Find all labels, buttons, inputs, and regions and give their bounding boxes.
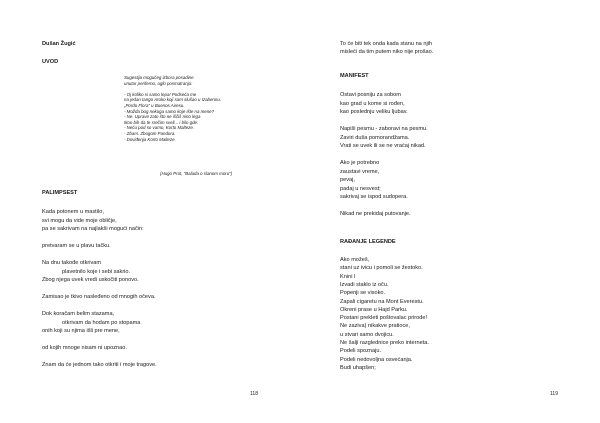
text-line: To će biti tek onda kada stanu na njih	[340, 41, 433, 47]
text-line: „Pordo Flora" u Buenos Airesu.	[124, 103, 185, 108]
text-line: onih koji su njima išli pre mene,	[42, 328, 120, 334]
text-line: Zamisao je tkivo nasleđeno od mnogih očeva.	[42, 294, 156, 300]
text-line: pevaj,	[340, 177, 355, 183]
text-line: Dok koračam belim stazama,	[42, 311, 115, 317]
text-line: u stvari samo dvojicu.	[340, 331, 394, 338]
text-line: Ostavi posniju za sobom	[340, 92, 401, 98]
text-line: - Neću pod so vamo, Korto Malteze.	[124, 125, 195, 131]
text-line: Na dnu takođe otkrivam	[42, 260, 102, 266]
text-line: Zapali cigaretu na Mont Everestu.	[340, 298, 424, 305]
poem-title-manifest: MANIFEST	[340, 73, 369, 79]
text-line: Podeli spoznaju.	[340, 348, 382, 355]
text-line: - Možda bog nekoga samo koje ište na mene?	[124, 108, 215, 114]
text-line: stani uz ivicu i pomoli se žestoko.	[340, 265, 423, 272]
text-line: plavetnilo koje i sebi sakrio.	[62, 268, 131, 275]
text-line: Ako je potrebno	[340, 160, 380, 166]
text-line: Okreni prase u Hajd Parku.	[340, 306, 408, 313]
text-line: padaj u nesvest;	[340, 185, 381, 192]
text-line: - Zbam. Zbogom Pandora.	[124, 131, 176, 136]
text-line: svi mogu da vide moje obličje,	[42, 217, 117, 224]
page-number-right: 119	[550, 391, 558, 397]
text-line: Zaviri duša pomorandžama.	[340, 134, 410, 141]
text-line: Knini I	[340, 273, 356, 280]
poem-title-palimpsest: PALIMPSEST	[42, 190, 78, 196]
text-line: Zbog njega uvek vredi uskočiti ponovo.	[42, 277, 139, 283]
text-line: unutar periferno, uglo posmatranja:	[124, 80, 193, 86]
text-line: - Doviđenja Korto Malteze.	[124, 136, 176, 142]
text-line: otkrivam da hodam po stopama	[62, 319, 141, 326]
text-line: kao poslednju veliku ljubav.	[340, 109, 408, 115]
text-line: Izvadi staklo iz oču.	[340, 281, 389, 288]
text-line: Postani prekleti poštovalac prirode!	[340, 315, 428, 322]
text-line: Sugestija mogućeg izbora posadine	[124, 75, 194, 80]
text-line: - Ne. Uprave zato što ne iščiš nino lega	[124, 114, 201, 120]
text-line: na jedan tango Aroko koji sam slušao u Izabennu.	[124, 97, 221, 103]
text-line: Podeli nedovoljna osvećanja.	[340, 356, 413, 363]
text-line: Znam da će jednom tako otkriti i moje tragove.	[42, 362, 157, 368]
text-line: Ako možeš,	[340, 257, 370, 263]
text-line: Ne šalji razglednice preko interneta.	[340, 340, 429, 346]
text-line: - Oj koliko si samo lepa! Podseća me	[124, 91, 197, 97]
text-line: sakrivaj se ispod sudopera.	[340, 194, 408, 200]
epigraph-source: (Hugo Prot, "Balada o slanom moru")	[160, 171, 233, 176]
section-title: UVOD	[42, 59, 59, 65]
text-line: od kojih mnoge nisam ni upoznao.	[42, 345, 127, 351]
text-line: Budi uhapšen;	[340, 364, 376, 371]
text-line: Nikad ne prekidaj putovanje.	[340, 211, 411, 217]
text-line: Napiši pesmu - zaboravi na pesmu.	[340, 126, 428, 132]
text-line: pa se sakrivam na najlakši mogući način:	[42, 226, 144, 232]
text-line: kao grad u kome si rođen,	[340, 100, 405, 107]
text-line: Vrati se uvek ili se ne vraćaj nikad.	[340, 143, 426, 149]
poem-title-radjanje-legende: RAĐANJE LEGENDE	[340, 239, 396, 245]
page-number-left: 118	[250, 391, 258, 397]
text-line: pretvaram se u plavu tačku.	[42, 243, 111, 249]
text-line: Ne zaziva) nikakve pratioce,	[340, 323, 410, 330]
text-line: zaustavi vreme,	[340, 168, 380, 175]
right-page	[300, 0, 600, 423]
text-line: Ikoo bih da te srečim sveli... i bilo gde.	[124, 119, 199, 125]
text-line: Popenji se visoko.	[340, 290, 386, 297]
author-name: Dušan Žugić	[42, 41, 76, 47]
text-line: misleći da tim putem niko nije prošao.	[340, 49, 434, 55]
text-line: Kada potonem u mastilo,	[42, 209, 104, 215]
